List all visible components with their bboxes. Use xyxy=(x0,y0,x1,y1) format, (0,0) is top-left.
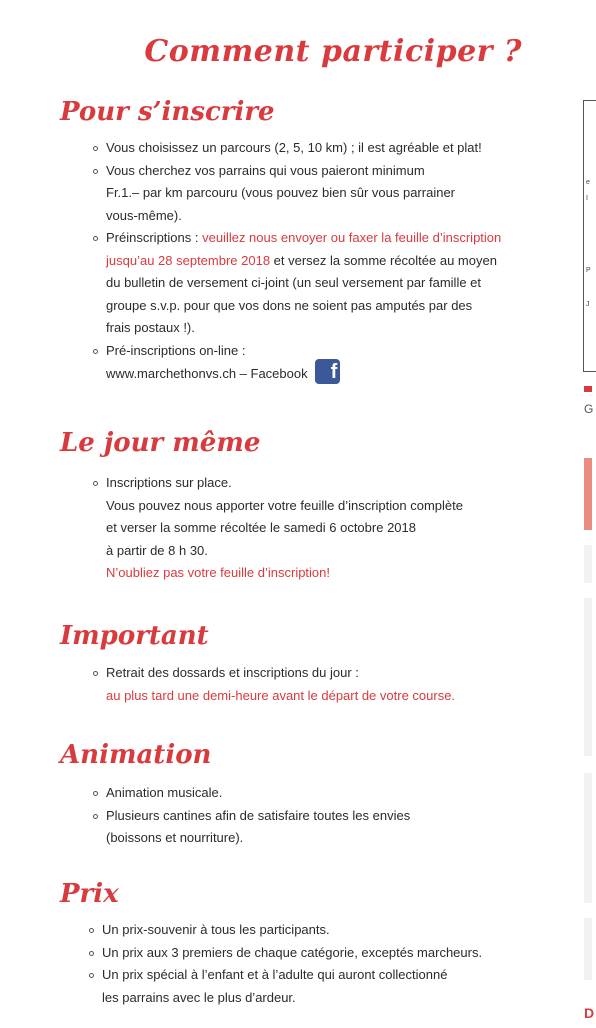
list-item-text: Plusieurs cantines afin de satisfaire toutes les envies xyxy=(106,807,411,823)
website-link[interactable]: www.marchethonvs.ch – Facebook xyxy=(106,365,308,381)
list-item xyxy=(93,340,533,388)
list-pour-sinscrire xyxy=(93,137,533,387)
list-item-text: à partir de 8 h 30. xyxy=(106,542,208,558)
list-item xyxy=(93,227,533,340)
list-item-text: Préinscriptions : xyxy=(106,230,203,245)
list-item-text: et verser la somme récoltée le samedi 6 octobre 2018 xyxy=(106,520,416,535)
list-item-text: du bulletin de versement ci-joint (un seul versement par famille et xyxy=(106,275,482,290)
list-item-text: et versez la somme récoltée au moyen xyxy=(270,252,497,268)
list-animation xyxy=(93,782,533,850)
edge-letter: G xyxy=(584,402,594,416)
list-item xyxy=(93,782,533,805)
list-item-text: groupe s.v.p. pour que vos dons ne soient pas amputés par des xyxy=(106,297,473,313)
edge-char: e xyxy=(586,179,590,186)
list-item-text: Fr.1.– par km parcouru (vous pouvez bien sûr vous parrainer xyxy=(106,185,456,200)
list-important xyxy=(93,662,533,707)
edge-char: J xyxy=(586,301,590,308)
edge-image-frame xyxy=(583,100,596,372)
edge-grey-bar xyxy=(584,545,592,583)
highlight-text: au plus tard une demi-heure avant le départ de votre course. xyxy=(106,687,456,703)
list-item-text: Un prix aux 3 premiers de chaque catégorie, exceptés marcheurs. xyxy=(102,944,483,960)
heading-animation: Animation xyxy=(60,740,212,770)
list-item-text: Pré-inscriptions on-line : xyxy=(106,342,246,358)
heading-le-jour-meme: Le jour même xyxy=(60,428,261,458)
list-item-text: les parrains avec le plus d’ardeur. xyxy=(102,989,296,1005)
list-prix xyxy=(89,919,529,1009)
list-item xyxy=(93,160,533,228)
heading-important: Important xyxy=(60,621,209,651)
edge-char: P xyxy=(586,267,591,274)
list-item xyxy=(89,964,529,1009)
list-item-text: (boissons et nourriture). xyxy=(106,830,244,845)
edge-color-bar xyxy=(584,458,592,530)
list-item xyxy=(93,472,533,585)
edge-grey-bar xyxy=(584,773,592,903)
list-item xyxy=(93,805,533,850)
highlight-text: jusqu’au 28 septembre 2018 xyxy=(106,252,271,268)
list-item-text: frais postaux !). xyxy=(106,320,195,335)
list-item-text: Vous pouvez nous apporter votre feuille d’inscription complète xyxy=(106,497,463,513)
list-item-text: vous-même). xyxy=(106,207,182,223)
edge-red-marker xyxy=(584,386,592,392)
list-item-text: Animation musicale. xyxy=(106,785,223,800)
list-item-text: Inscriptions sur place. xyxy=(106,475,232,490)
edge-grey-bar xyxy=(584,918,592,980)
heading-pour-sinscrire: Pour s’inscrire xyxy=(60,97,275,127)
facebook-icon[interactable]: f xyxy=(315,359,340,384)
list-item xyxy=(93,662,533,707)
list-item xyxy=(93,137,533,160)
list-item-text: Retrait des dossards et inscriptions du jour : xyxy=(106,665,359,680)
heading-prix: Prix xyxy=(60,879,119,909)
edge-char: I xyxy=(586,195,588,202)
edge-grey-bar xyxy=(584,598,592,756)
list-item-text: Un prix spécial à l’enfant et à l’adulte qui auront collectionné xyxy=(102,967,448,982)
list-item-text: Un prix-souvenir à tous les participants. xyxy=(102,922,330,937)
page-title: Comment participer ? xyxy=(144,34,522,69)
list-item xyxy=(89,942,529,965)
highlight-text: N’oubliez pas votre feuille d’inscription! xyxy=(106,565,331,580)
list-item-text: Vous choisissez un parcours (2, 5, 10 km) ; il est agréable et plat! xyxy=(106,140,482,155)
list-item-text: Vous cherchez vos parrains qui vous paieront minimum xyxy=(106,162,425,178)
list-item xyxy=(89,919,529,942)
list-le-jour-meme xyxy=(93,472,533,585)
highlight-text: veuillez nous envoyer ou faxer la feuille d’inscription xyxy=(202,230,502,245)
edge-letter-d: D xyxy=(584,1005,595,1021)
